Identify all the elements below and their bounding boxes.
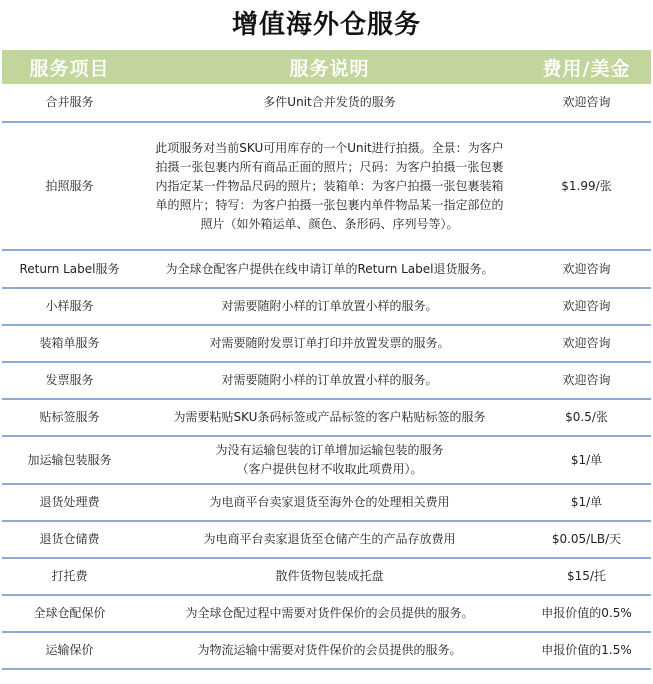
row-item: 贴标签服务 <box>2 399 137 436</box>
page-title: 增值海外仓服务 <box>231 10 421 40</box>
table-header-row <box>2 50 651 84</box>
row-description: 为物流运输中需要对货件保价的会员提供的服务。 <box>137 632 522 669</box>
table-row <box>2 288 651 325</box>
table-row <box>2 84 651 122</box>
table-row <box>2 558 651 595</box>
row-description: 为需要粘贴SKU条码标签或产品标签的客户粘贴标签的服务 <box>137 399 522 436</box>
row-fee: $0.5/张 <box>522 399 651 436</box>
table-row <box>2 122 651 250</box>
row-description: 散件货物包装成托盘 <box>137 558 522 595</box>
row-fee: $1/单 <box>522 484 651 521</box>
row-fee: $0.05/LB/天 <box>522 521 651 558</box>
row-item: 小样服务 <box>2 288 137 325</box>
row-fee: $1/单 <box>522 436 651 484</box>
header-fee: 费用/美金 <box>522 50 651 84</box>
row-fee: 申报价值的0.5% <box>522 595 651 632</box>
row-item: Return Label服务 <box>2 250 137 288</box>
row-item: 运输保价 <box>2 632 137 669</box>
table-row <box>2 399 651 436</box>
row-item: 发票服务 <box>2 362 137 399</box>
row-description: 多件Unit合并发货的服务 <box>137 84 522 122</box>
table-row <box>2 250 651 288</box>
row-fee: $15/托 <box>522 558 651 595</box>
table-row <box>2 521 651 558</box>
row-item: 全球仓配保价 <box>2 595 137 632</box>
row-fee: 欢迎咨询 <box>522 250 651 288</box>
row-fee: 欢迎咨询 <box>522 288 651 325</box>
row-description: 为电商平台卖家退货至仓储产生的产品存放费用 <box>137 521 522 558</box>
row-description: 为电商平台卖家退货至海外仓的处理相关费用 <box>137 484 522 521</box>
row-description: 为没有运输包装的订单增加运输包装的服务 （客户提供包材不收取此项费用）。 <box>137 436 522 484</box>
row-item: 退货处理费 <box>2 484 137 521</box>
row-item: 加运输包装服务 <box>2 436 137 484</box>
table-row <box>2 595 651 632</box>
services-table <box>2 50 651 670</box>
row-description: 为全球仓配过程中需要对货件保价的会员提供的服务。 <box>137 595 522 632</box>
row-item: 装箱单服务 <box>2 325 137 362</box>
table-row <box>2 632 651 669</box>
header-service-description: 服务说明 <box>137 50 522 84</box>
row-item: 拍照服务 <box>2 122 137 250</box>
row-item: 退货仓储费 <box>2 521 137 558</box>
row-description: 对需要随附小样的订单放置小样的服务。 <box>137 288 522 325</box>
table-row <box>2 484 651 521</box>
row-item: 合并服务 <box>2 84 137 122</box>
row-fee: $1.99/张 <box>522 122 651 250</box>
row-item: 打托费 <box>2 558 137 595</box>
row-description: 对需要随附小样的订单放置小样的服务。 <box>137 362 522 399</box>
table-row <box>2 325 651 362</box>
row-fee: 欢迎咨询 <box>522 325 651 362</box>
row-fee: 欢迎咨询 <box>522 362 651 399</box>
row-description: 对需要随附发票订单打印并放置发票的服务。 <box>137 325 522 362</box>
table-row <box>2 362 651 399</box>
table-row <box>2 436 651 484</box>
row-fee: 欢迎咨询 <box>522 84 651 122</box>
row-description: 此项服务对当前SKU可用库存的一个Unit进行拍摄。全景：为客户拍摄一张包裹内所有商品正面的照片；尺码：为客户拍摄一张包裹内指定某一件物品尺码的照片；装箱单：为客户拍摄一张包裹装箱单的照片；特写：为客户拍摄一张包裹内单件物品某一指定部位的照片（如外箱运单、颜色、条形码、序列号等）。 <box>137 122 522 250</box>
row-fee: 申报价值的1.5% <box>522 632 651 669</box>
row-description: 为全球仓配客户提供在线申请订单的Return Label退货服务。 <box>137 250 522 288</box>
header-service-item: 服务项目 <box>2 50 137 84</box>
